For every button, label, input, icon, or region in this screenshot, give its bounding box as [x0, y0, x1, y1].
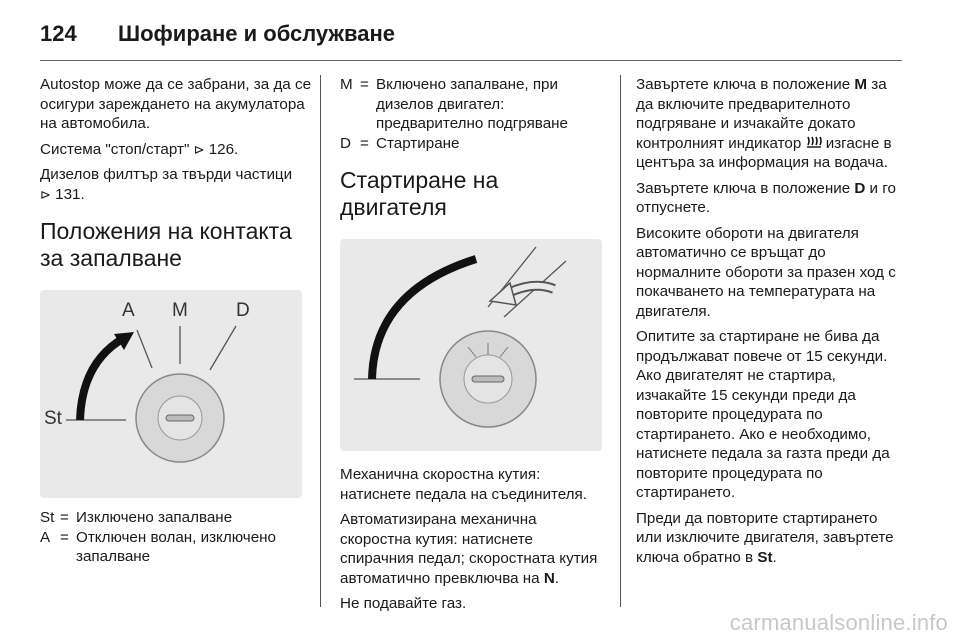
section-heading-engine-start: Стартиране на двигателя	[340, 167, 499, 220]
label-a: A	[122, 300, 135, 321]
watermark: carmanualsonline.info	[729, 610, 948, 635]
header-divider	[40, 60, 902, 61]
reference-arrow-icon: ⊳	[40, 186, 51, 202]
engine-start-figure	[340, 239, 602, 451]
definition-item: D = Стартиране	[340, 134, 460, 152]
page-link-131[interactable]: 131.	[55, 185, 85, 203]
label-d: D	[236, 300, 250, 321]
column-2	[340, 75, 605, 620]
column-divider	[620, 75, 621, 607]
page-number: 124	[40, 21, 77, 46]
column-divider	[320, 75, 321, 607]
label-st: St	[44, 408, 62, 429]
paragraph-turn-to-d: Завъртете ключа в положение D и го отпуснете.	[636, 179, 896, 216]
label-m: M	[172, 300, 188, 321]
column-3	[636, 75, 906, 573]
paragraph-start-attempts: Опитите за стартиране не бива да продължават повече от 15 секунди. Ако двигателят не стартира, изчакайте 15 секунди преди да повторите процедурата по стартирането. Ако е необходимо, натиснете педала за газта преди да повторите процедурата по стартирането.	[636, 328, 890, 501]
paragraph-start-stop-ref: Система "стоп/старт" ⊳ 126.	[40, 140, 239, 158]
ignition-definitions-list	[40, 508, 312, 567]
glow-plug-indicator-icon	[806, 135, 822, 149]
ignition-definitions-list-cont	[340, 75, 605, 153]
ignition-positions-figure	[40, 290, 302, 498]
engine-start-diagram	[340, 239, 602, 451]
definition-item: M = Включено запалване, при дизелов двигател: предварително подгряване	[340, 76, 568, 132]
paragraph-preheat: Завъртете ключа в положение M за да включите предварителното подгряване и изчакайте докато контролният индикатор изгасне в центъра за информация на водача.	[636, 76, 892, 171]
paragraph-manual-gearbox: Механична скоростна кутия: натиснете педала на съединителя.	[340, 466, 587, 503]
reference-arrow-icon: ⊳	[193, 141, 205, 157]
definition-item: St = Изключено запалване	[40, 509, 233, 526]
key-slot-icon	[472, 376, 504, 382]
page-header	[40, 14, 395, 54]
section-heading-ignition-positions: Положения на контакта за запалване	[40, 218, 292, 271]
paragraph-no-throttle: Не подавайте газ.	[340, 595, 467, 612]
paragraph-idle-speed: Високите обороти на двигателя автоматично се връщат до нормалните обороти за празен ход с покачването на температурата на двигателя.	[636, 224, 896, 320]
ignition-lock-diagram	[40, 290, 302, 498]
column-1	[40, 75, 312, 573]
page-link-126[interactable]: 126.	[208, 140, 239, 158]
key-slot-icon	[166, 415, 194, 421]
paragraph-return-st: Преди да повторите стартирането или изключите двигателя, завъртете ключа обратно в St.	[636, 509, 894, 566]
page-title: Шофиране и обслужване	[118, 21, 396, 46]
definition-item: A = Отключен волан, изключено запалване	[40, 528, 276, 565]
paragraph-autostop: Autostop може да се забрани, за да се осигури зареждането на акумулатора на автомобила.	[40, 76, 312, 132]
paragraph-diesel-filter-ref: Дизелов филтър за твърди частици ⊳ 131.	[40, 166, 293, 203]
paragraph-automated-gearbox: Автоматизирана механична скоростна кутия: натиснете спирачния педал; скоростната кутия автоматично превключва на N.	[340, 511, 598, 587]
